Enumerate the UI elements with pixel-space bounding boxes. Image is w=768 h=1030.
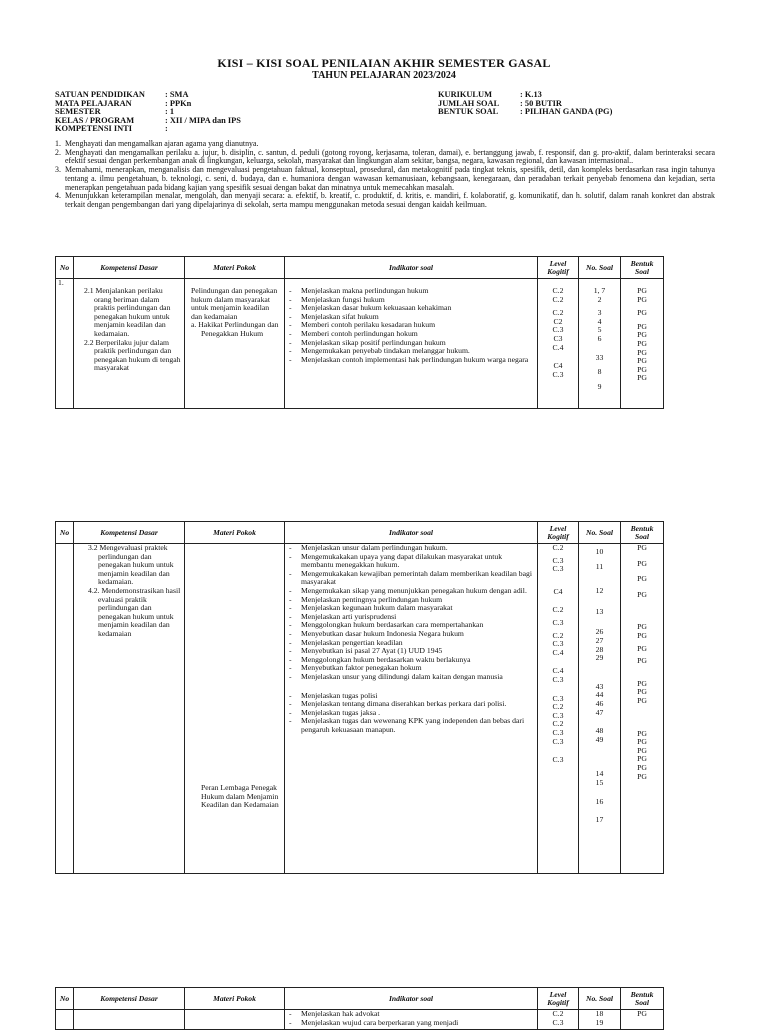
kd-item: 4.2. Mendemonstrasikan hasil evaluasi praktik perlindungan dan penegakan hukum untuk menjamin keadilan dan kedamaian xyxy=(88,585,181,638)
level-value: C4 xyxy=(553,586,563,596)
level-value: C.2 xyxy=(552,702,564,712)
bentuk-cell xyxy=(621,1010,664,1030)
indikator-item: - Menggolongkan hukum berdasarkan cara mempertahankan xyxy=(287,621,535,630)
nosoal-value: 17 xyxy=(595,815,604,825)
bentuk-value: PG xyxy=(637,574,647,584)
level-value: C.3 xyxy=(552,755,564,765)
indikator-list xyxy=(287,287,535,364)
nosoal-value: 13 xyxy=(595,606,604,616)
level-value: C.4 xyxy=(552,342,564,352)
kd-item: 2.1 Menjalankan perilaku orang beriman dalam praktis perlindungan dan penegakan hukum untuk menjamin keadilan dan kedamaian. xyxy=(84,286,171,338)
nosoal-value: 47 xyxy=(595,707,604,717)
level-value: C.3 xyxy=(552,710,564,720)
nosoal-cell xyxy=(579,544,621,874)
bentuk-value: PG xyxy=(637,347,647,357)
level-cell xyxy=(538,1010,579,1030)
indikator-item: - Menjelaskan kegunaan hukum dalam masyarakat xyxy=(287,604,535,613)
materi-text: Pelindungan dan penegakan hukum dalam masyarakat untuk menjamin keadilan dan kedamaian xyxy=(191,286,278,321)
bentuk-value: PG xyxy=(637,656,647,666)
meta-value: : PILIHAN GANDA (PG) xyxy=(520,107,613,117)
col-header-level: Level Kogitif xyxy=(538,988,579,1010)
bentuk-value: PG xyxy=(637,294,647,304)
indikator-list xyxy=(287,544,535,734)
indikator-item: - Menyebutkan dasar hukum Indonesia Negara hukum xyxy=(287,630,535,639)
level-value: C.3 xyxy=(552,727,564,737)
indikator-item: - Menjelaskan unsur dalam perlindungan hukum. xyxy=(287,544,535,553)
bentuk-value: PG xyxy=(637,1009,647,1018)
bentuk-value: PG xyxy=(637,321,647,331)
indikator-item: - Menjelaskan arti yurisprudensi xyxy=(287,613,535,622)
bentuk-value: PG xyxy=(637,589,647,599)
indikator-item: - Menyebutkan isi pasal 27 Ayat (1) UUD 1945 xyxy=(287,647,535,656)
indikator-item: - Menjelaskan makna perlindungan hukum xyxy=(287,287,535,296)
materi-text: a. Hakikat Perlindungan dan Penegakkan Hukum xyxy=(191,320,279,338)
col-header-no: No xyxy=(56,522,74,544)
bentuk-value: PG xyxy=(637,543,647,552)
level-value: C.4 xyxy=(552,666,564,676)
bentuk-value: PG xyxy=(637,286,647,295)
bentuk-value: PG xyxy=(637,737,647,747)
indikator-item: - Menjelaskan tugas jaksa . xyxy=(287,709,535,718)
meta-label: MATA PELAJARAN xyxy=(55,98,132,108)
nosoal-value: 16 xyxy=(595,796,604,806)
indikator-item: - Menjelaskan tugas dan wewenang KPK yang independen dan bebas dari pengaruh kekuasaan manapun. xyxy=(287,717,535,734)
col-header-kd: Kompetensi Dasar xyxy=(74,257,185,279)
ki-item: 1. Menghayati dan mengamalkan ajaran agama yang dianutnya. xyxy=(55,139,259,148)
bentuk-value: PG xyxy=(637,330,647,340)
bentuk-value: PG xyxy=(637,630,647,640)
col-header-level: Level Kogitif xyxy=(538,257,579,279)
nosoal-value: 46 xyxy=(595,698,604,708)
meta-value: : K.13 xyxy=(520,90,542,99)
col-header-nosoal: No. Soal xyxy=(579,522,621,544)
kompetensi-dasar-cell xyxy=(74,544,185,874)
meta-label: KELAS / PROGRAM xyxy=(55,115,135,125)
kisi-table-2 xyxy=(55,521,664,874)
col-header-no: No xyxy=(56,257,74,279)
col-header-nosoal: No. Soal xyxy=(579,257,621,279)
nosoal-value: 10 xyxy=(595,547,604,556)
level-value: C.3 xyxy=(552,617,564,627)
level-value: C.3 xyxy=(552,1017,564,1027)
level-value: C.2 xyxy=(552,605,564,615)
nosoal-value: 8 xyxy=(597,367,602,377)
nosoal-value: 44 xyxy=(595,690,604,700)
indikator-item: - Menjelaskan contoh implementasi hak perlindungan hukum warga negara xyxy=(287,356,535,365)
kompetensi-dasar-cell xyxy=(74,1010,185,1030)
col-header-materi: Materi Pokok xyxy=(185,988,285,1010)
nosoal-value: 15 xyxy=(595,777,604,787)
level-value: C.2 xyxy=(552,719,564,729)
level-value: C.3 xyxy=(552,693,564,703)
materi-text: Peran Lembaga Penegak Hukum dalam Menjamin Keadilan dan Kedamaian xyxy=(201,783,279,810)
meta-label: SATUAN PENDIDIKAN xyxy=(55,90,145,99)
indikator-item: - Menjelaskan sikap positif perlindungan hukum xyxy=(287,339,535,348)
col-header-materi: Materi Pokok xyxy=(185,522,285,544)
nosoal-value: 49 xyxy=(595,734,604,744)
meta-value: : 50 BUTIR xyxy=(520,98,562,108)
indikator-item: - Menjelaskan sifat hukum xyxy=(287,313,535,322)
bentuk-value: PG xyxy=(637,754,647,764)
meta-label: SEMESTER xyxy=(55,107,101,117)
nosoal-value: 9 xyxy=(597,381,602,391)
indikator-item: - Mengemukakan sikap yang menunjukkan penegakan hukum dengan adil. xyxy=(287,587,535,596)
nosoal-value: 18 xyxy=(595,1009,604,1018)
indikator-item: - Menjelaskan wujud cara berperkaran yang menjadi xyxy=(287,1019,535,1028)
col-header-indikator: Indikator soal xyxy=(285,522,538,544)
level-value: C3 xyxy=(553,333,563,343)
bentuk-cell xyxy=(621,279,664,409)
kd-item: 3.2 Mengevaluasi praktek perlindungan dan penegakan hukum untuk menjamin keadilan dan kedamaian. xyxy=(88,543,174,587)
nosoal-value: 26 xyxy=(595,627,604,637)
nosoal-value: 1, 7 xyxy=(593,286,606,295)
level-value: C.3 xyxy=(552,555,564,565)
nosoal-value: 33 xyxy=(595,352,604,362)
bentuk-value: PG xyxy=(637,338,647,348)
nosoal-value: 43 xyxy=(595,681,604,691)
kompetensi-dasar-cell xyxy=(74,279,185,409)
indikator-item: - Mengemukakan penyebab tindakan melanggar hukum. xyxy=(287,347,535,356)
level-value: C.2 xyxy=(552,630,564,640)
bentuk-value: PG xyxy=(637,745,647,755)
indikator-item: - Menjelaskan hak advokat xyxy=(287,1010,535,1019)
col-header-kd: Kompetensi Dasar xyxy=(74,522,185,544)
meta-label: JUMLAH SOAL xyxy=(438,98,500,108)
kd-item: 2.2 Berperilaku jujur dalam praktik perlindungan dan penegakan hukum di tengah masyarakat xyxy=(84,337,181,373)
bentuk-value: PG xyxy=(637,771,647,781)
nosoal-value: 19 xyxy=(595,1017,604,1027)
nosoal-value: 6 xyxy=(597,333,602,343)
col-header-bentuk: Bentuk Soal xyxy=(621,522,664,544)
bentuk-value: PG xyxy=(637,678,647,688)
indikator-item: - Menjelaskan unsur yang dilindungi dalam kaitan dengan manusia xyxy=(287,673,535,682)
meta-value: : PPKn xyxy=(165,98,192,108)
meta-value: : xyxy=(165,124,168,134)
nosoal-cell xyxy=(579,279,621,409)
col-header-bentuk: Bentuk Soal xyxy=(621,988,664,1010)
ki-item: 4. Menunjukkan keterampilan menalar, mengolah, dan menyaji secara: a. efektif, b. kreatif, c. produktif, d. kritis, e. mandiri, f. kolaboratif, g. komunikatif, dan h. solutif, dalam ranah konkret dan abstrak terkait dengan pengembangan dari yang dipelajarinya di sekolah, serta mampu menggunakan metoda sesuai dengan kaidah keilmuan. xyxy=(55,191,715,209)
bentuk-value: PG xyxy=(637,364,647,374)
meta-value: : SMA xyxy=(165,90,189,99)
indikator-item: - Menyebutkan faktor penegakan hokum xyxy=(287,664,535,673)
indikator-cell xyxy=(285,1010,538,1030)
indikator-item: - Memberi contoh perlindungan hokum xyxy=(287,330,535,339)
materi-pokok-cell xyxy=(185,1010,285,1030)
nosoal-value: 27 xyxy=(595,635,604,645)
meta-label: KOMPETENSI INTI xyxy=(55,124,133,134)
indikator-item: - Menjelaskan fungsi hukum xyxy=(287,296,535,305)
col-header-indikator: Indikator soal xyxy=(285,257,538,279)
bentuk-value: PG xyxy=(637,356,647,366)
document-title: KISI – KISI SOAL PENILAIAN AKHIR SEMESTER GASAL xyxy=(217,56,551,70)
row-number xyxy=(56,1010,74,1030)
level-value: C4 xyxy=(553,361,563,371)
ki-item: 3. Memahami, menerapkan, menganalisis dan mengevaluasi pengetahuan faktual, konseptual, prosedural, dan metakognitif pada tingkat teknis, spesifik, detil, dan kompleks berdasarkan rasa ingin tahunya tentang a. ilmu pengetahuan, b. teknologi, c. seni, d. budaya, dan e. humaniora dengan wawasan kemanusiaan, kebangsaan, kenegaraan, dan peradaban terkait penyebab fenomena dan kejadian, serta menerapkan pengetahuan pada bidang kajian yang spesifik sesuai dengan bakat dan minatnya untuk memecahkan masalah. xyxy=(55,165,715,192)
indikator-item: - Menjelaskan pentingnya perlindungan hukum xyxy=(287,596,535,605)
bentuk-value: PG xyxy=(637,762,647,772)
bentuk-value: PG xyxy=(637,373,647,383)
level-value: C.3 xyxy=(552,369,564,379)
materi-pokok-cell xyxy=(185,544,285,874)
bentuk-value: PG xyxy=(637,622,647,632)
nosoal-cell xyxy=(579,1010,621,1030)
indikator-cell xyxy=(285,544,538,874)
row-number: 1. xyxy=(56,279,74,409)
ki-item: 2. Menghayati dan mengamalkan perilaku a. jujur, b. disiplin, c. santun, d. peduli (gotong royong, kerjasama, toleran, damai), e. bertanggung jawab, f. responsif, dan g. pro-aktif, dalam berinteraksi secara efektif sesuai dengan perkembangan anak di lingkungan, keluarga, sekolah, masyarakat dan lingkungan alam sekitar, bangsa, negara, kawasan regional, dan kawasan internasional.. xyxy=(55,147,715,166)
nosoal-value: 12 xyxy=(595,586,604,596)
level-value: C.2 xyxy=(552,294,564,304)
col-header-indikator: Indikator soal xyxy=(285,988,538,1010)
col-header-nosoal: No. Soal xyxy=(579,988,621,1010)
indikator-item: - Mengemukakakan kewajiban pemerintah dalam memberikan keadilan bagi masyarakat xyxy=(287,570,535,587)
meta-label: KURIKULUM xyxy=(438,90,492,99)
level-value: C.2 xyxy=(552,286,564,295)
kompetensi-inti-list xyxy=(55,140,715,210)
materi-pokok-cell xyxy=(185,279,285,409)
indikator-item: - Mengemukakakan upaya yang dapat dilakukan masyarakat untuk membantu menegakkan hukum. xyxy=(287,553,535,570)
level-cell xyxy=(538,279,579,409)
indikator-item: - Menjelaskan dasar hukum kekuasaan kehakiman xyxy=(287,304,535,313)
bentuk-value: PG xyxy=(637,687,647,697)
indikator-item: - Memberi contoh perilaku kesadaran hukum xyxy=(287,321,535,330)
indikator-item: - Menjelaskan tugas polisi xyxy=(287,692,535,701)
level-value: C.2 xyxy=(552,543,564,552)
nosoal-value: 3 xyxy=(597,308,602,318)
nosoal-value: 48 xyxy=(595,726,604,736)
level-value: C.2 xyxy=(552,308,564,318)
level-cell xyxy=(538,544,579,874)
level-value: C.4 xyxy=(552,647,564,657)
level-value: C.3 xyxy=(552,736,564,746)
nosoal-value: 29 xyxy=(595,653,604,663)
meta-value: : 1 xyxy=(165,107,175,117)
col-header-kd: Kompetensi Dasar xyxy=(74,988,185,1010)
col-header-materi: Materi Pokok xyxy=(185,257,285,279)
col-header-level: Level Kogitif xyxy=(538,522,579,544)
bentuk-cell xyxy=(621,544,664,874)
nosoal-value: 2 xyxy=(597,294,602,304)
bentuk-value: PG xyxy=(637,728,647,738)
indikator-item: - Menjelaskan tentang dimana diserahkan berkas perkara dari polisi. xyxy=(287,700,535,709)
meta-value: : XII / MIPA dan IPS xyxy=(165,115,241,125)
col-header-bentuk: Bentuk Soal xyxy=(621,257,664,279)
indikator-list xyxy=(287,1010,535,1027)
bentuk-value: PG xyxy=(637,308,647,318)
nosoal-value: 4 xyxy=(597,316,602,326)
bentuk-value: PG xyxy=(637,695,647,705)
bentuk-value: PG xyxy=(637,558,647,568)
level-value: C.3 xyxy=(552,674,564,684)
meta-left xyxy=(55,91,241,134)
level-value: C2 xyxy=(553,316,563,326)
bentuk-value: PG xyxy=(637,643,647,653)
col-header-no: No xyxy=(56,988,74,1010)
nosoal-value: 14 xyxy=(595,769,604,779)
document-subtitle: TAHUN PELAJARAN 2023/2024 xyxy=(312,70,456,81)
nosoal-value: 28 xyxy=(595,644,604,654)
kisi-table-1 xyxy=(55,256,664,409)
nosoal-value: 5 xyxy=(597,325,602,335)
nosoal-value: 11 xyxy=(595,561,604,571)
indikator-item: - Menjelaskan pengertian keadilan xyxy=(287,639,535,648)
indikator-cell xyxy=(285,279,538,409)
level-value: C.2 xyxy=(552,1009,564,1018)
indikator-item: - Menggolongkan hukum berdasarkan waktu berlakunya xyxy=(287,656,535,665)
meta-right xyxy=(438,91,612,117)
row-number xyxy=(56,544,74,874)
level-value: C.3 xyxy=(552,325,564,335)
meta-label: BENTUK SOAL xyxy=(438,107,499,117)
level-value: C.3 xyxy=(552,564,564,574)
level-value: C.3 xyxy=(552,639,564,649)
